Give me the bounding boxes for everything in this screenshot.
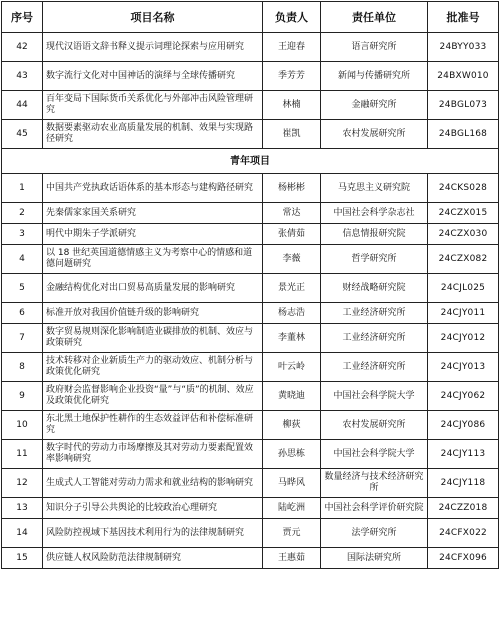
row-unit: 马克思主义研究院 xyxy=(321,174,428,203)
row-unit: 中国社会科学院大学 xyxy=(321,440,428,469)
row-title: 中国共产党执政话语体系的基本形态与建构路径研究 xyxy=(43,174,263,203)
table-row xyxy=(2,91,499,120)
row-unit: 国际法研究所 xyxy=(321,548,428,569)
row-title: 风险防控视域下基因技术利用行为的法律规制研究 xyxy=(43,519,263,548)
row-no: 42 xyxy=(2,33,43,62)
row-no: 1 xyxy=(2,174,43,203)
row-code: 24CZX030 xyxy=(428,224,499,245)
row-title: 百年变局下国际货币关系优化与外部冲击风险管理研究 xyxy=(43,91,263,120)
row-code: 24CFX022 xyxy=(428,519,499,548)
row-code: 24CJY011 xyxy=(428,303,499,324)
row-no: 5 xyxy=(2,274,43,303)
row-code: 24CZX015 xyxy=(428,203,499,224)
table-row xyxy=(2,382,499,411)
row-unit: 信息情报研究院 xyxy=(321,224,428,245)
row-title: 以 18 世纪英国道德情感主义为考察中心的情感和道德问题研究 xyxy=(43,245,263,274)
row-no: 15 xyxy=(2,548,43,569)
table-row xyxy=(2,548,499,569)
row-title: 东北黑土地保护性耕作的生态效益评估和补偿标准研究 xyxy=(43,411,263,440)
row-leader: 柳荻 xyxy=(263,411,321,440)
row-title: 数字时代的劳动力市场摩擦及其对劳动力要素配置效率影响研究 xyxy=(43,440,263,469)
row-leader: 贾元 xyxy=(263,519,321,548)
row-unit: 财经战略研究院 xyxy=(321,274,428,303)
row-no: 8 xyxy=(2,353,43,382)
row-leader: 杨志浩 xyxy=(263,303,321,324)
row-title: 数字贸易规则深化影响制造业碳排放的机制、效应与政策研究 xyxy=(43,324,263,353)
row-code: 24CJY086 xyxy=(428,411,499,440)
row-code: 24CZZ018 xyxy=(428,498,499,519)
row-code: 24BYY033 xyxy=(428,33,499,62)
row-code: 24BXW010 xyxy=(428,62,499,91)
table-body-youth xyxy=(2,174,499,569)
table-row xyxy=(2,62,499,91)
table-row xyxy=(2,120,499,149)
row-no: 2 xyxy=(2,203,43,224)
table-header-row xyxy=(2,2,499,33)
row-title: 明代中期朱子学派研究 xyxy=(43,224,263,245)
table-row xyxy=(2,33,499,62)
row-unit: 哲学研究所 xyxy=(321,245,428,274)
row-unit: 工业经济研究所 xyxy=(321,324,428,353)
row-unit: 金融研究所 xyxy=(321,91,428,120)
header-leader: 负责人 xyxy=(263,2,321,33)
row-code: 24CFX096 xyxy=(428,548,499,569)
row-unit: 法学研究所 xyxy=(321,519,428,548)
table-row xyxy=(2,174,499,203)
table-row xyxy=(2,203,499,224)
row-title: 现代汉语语文辞书释义提示词理论探索与应用研究 xyxy=(43,33,263,62)
row-title: 数据要素驱动农业高质量发展的机制、效果与实现路径研究 xyxy=(43,120,263,149)
table-row xyxy=(2,224,499,245)
section-row xyxy=(2,149,499,174)
row-unit: 语言研究所 xyxy=(321,33,428,62)
row-leader: 景光正 xyxy=(263,274,321,303)
row-code: 24CKS028 xyxy=(428,174,499,203)
row-leader: 黄晓迪 xyxy=(263,382,321,411)
table-body-general xyxy=(2,33,499,149)
row-title: 金融结构优化对出口贸易高质量发展的影响研究 xyxy=(43,274,263,303)
row-unit: 农村发展研究所 xyxy=(321,120,428,149)
table-row xyxy=(2,245,499,274)
row-leader: 王迎春 xyxy=(263,33,321,62)
row-unit: 中国社会科学杂志社 xyxy=(321,203,428,224)
table-row xyxy=(2,519,499,548)
row-leader: 李薇 xyxy=(263,245,321,274)
project-table xyxy=(1,1,499,569)
row-no: 10 xyxy=(2,411,43,440)
table-row xyxy=(2,469,499,498)
row-title: 标准开放对我国价值链升级的影响研究 xyxy=(43,303,263,324)
header-unit: 责任单位 xyxy=(321,2,428,33)
row-no: 12 xyxy=(2,469,43,498)
table-row xyxy=(2,440,499,469)
table-row xyxy=(2,324,499,353)
row-code: 24BGL073 xyxy=(428,91,499,120)
row-no: 6 xyxy=(2,303,43,324)
row-no: 4 xyxy=(2,245,43,274)
row-no: 43 xyxy=(2,62,43,91)
section-label: 青年项目 xyxy=(2,149,499,174)
row-leader: 叶云岭 xyxy=(263,353,321,382)
table-row xyxy=(2,303,499,324)
row-code: 24CZX082 xyxy=(428,245,499,274)
table-row xyxy=(2,498,499,519)
row-no: 9 xyxy=(2,382,43,411)
row-title: 技术转移对企业新质生产力的驱动效应、机制分析与政策优化研究 xyxy=(43,353,263,382)
row-code: 24CJY013 xyxy=(428,353,499,382)
row-leader: 李董林 xyxy=(263,324,321,353)
row-code: 24CJY062 xyxy=(428,382,499,411)
row-title: 知识分子引导公共舆论的比较政治心理研究 xyxy=(43,498,263,519)
row-code: 24CJY118 xyxy=(428,469,499,498)
row-unit: 工业经济研究所 xyxy=(321,303,428,324)
row-unit: 工业经济研究所 xyxy=(321,353,428,382)
row-no: 14 xyxy=(2,519,43,548)
row-unit: 农村发展研究所 xyxy=(321,411,428,440)
row-no: 45 xyxy=(2,120,43,149)
row-unit: 新闻与传播研究所 xyxy=(321,62,428,91)
row-leader: 王惠茹 xyxy=(263,548,321,569)
row-code: 24CJY113 xyxy=(428,440,499,469)
row-leader: 马晔风 xyxy=(263,469,321,498)
row-code: 24BGL168 xyxy=(428,120,499,149)
row-unit: 中国社会科学院大学 xyxy=(321,382,428,411)
header-code: 批准号 xyxy=(428,2,499,33)
row-unit: 中国社会科学评价研究院 xyxy=(321,498,428,519)
row-code: 24CJL025 xyxy=(428,274,499,303)
row-leader: 季芳芳 xyxy=(263,62,321,91)
section-youth xyxy=(2,149,499,174)
row-title: 政府财会监督影响企业投资“量”与“质”的机制、效应及政策优化研究 xyxy=(43,382,263,411)
row-leader: 杨彬彬 xyxy=(263,174,321,203)
row-no: 7 xyxy=(2,324,43,353)
table-row xyxy=(2,353,499,382)
table-row xyxy=(2,411,499,440)
row-code: 24CJY012 xyxy=(428,324,499,353)
table-row xyxy=(2,274,499,303)
row-no: 44 xyxy=(2,91,43,120)
row-no: 13 xyxy=(2,498,43,519)
row-leader: 陆屹洲 xyxy=(263,498,321,519)
row-leader: 林楠 xyxy=(263,91,321,120)
row-title: 数字流行文化对中国神话的演绎与全球传播研究 xyxy=(43,62,263,91)
row-leader: 孙思栋 xyxy=(263,440,321,469)
row-no: 3 xyxy=(2,224,43,245)
row-title: 供应链人权风险防范法律规制研究 xyxy=(43,548,263,569)
row-leader: 崔凯 xyxy=(263,120,321,149)
row-title: 生成式人工智能对劳动力需求和就业结构的影响研究 xyxy=(43,469,263,498)
row-leader: 张倩茹 xyxy=(263,224,321,245)
row-title: 先秦儒家家国关系研究 xyxy=(43,203,263,224)
header-no: 序号 xyxy=(2,2,43,33)
header-title: 项目名称 xyxy=(43,2,263,33)
row-leader: 常达 xyxy=(263,203,321,224)
row-unit: 数量经济与技术经济研究所 xyxy=(321,469,428,498)
row-no: 11 xyxy=(2,440,43,469)
